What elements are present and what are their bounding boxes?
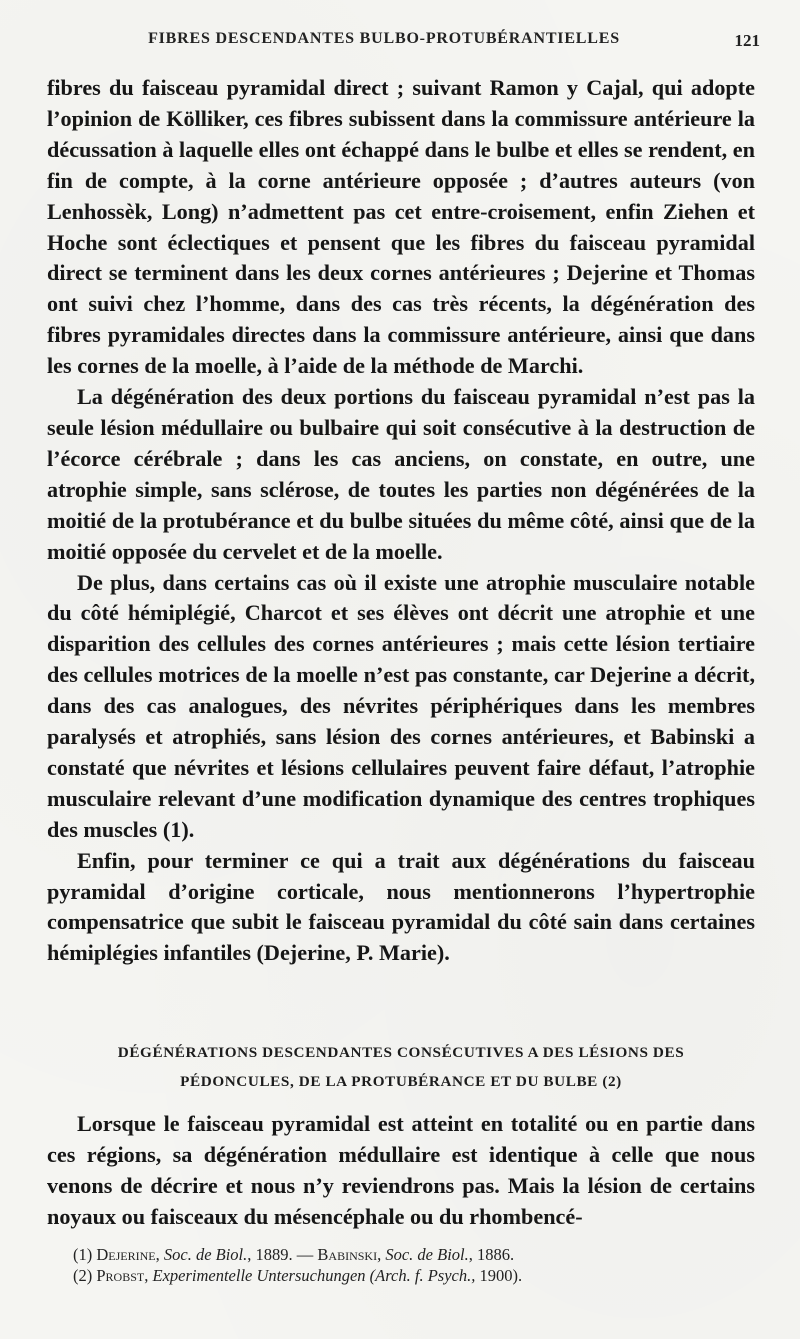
footnote-author: Probst <box>96 1266 145 1285</box>
footnote-marker: (2) <box>73 1266 93 1285</box>
footnote-author: Babinski <box>317 1245 378 1264</box>
footnote-author: Dejerine <box>96 1245 156 1264</box>
paragraph-4: Enfin, pour terminer ce qui a trait aux dégénérations du faisceau pyramidal d’origine corticale, nous mentionnerons l’hypertrophie compensatrice que subit le faisceau pyramidal du côté sain dans certaines hémiplégies infantiles (Dejerine, P. Marie). <box>47 847 755 966</box>
footnote-year: 1889. <box>255 1245 293 1264</box>
footnote-journal: Soc. de Biol. <box>163 1245 248 1264</box>
footnote-year: 1900). <box>479 1266 523 1285</box>
section-heading-line-2: PÉDONCULES, DE LA PROTUBÉRANCE ET DU BULBE (2) <box>180 1073 622 1090</box>
paragraph-3: De plus, dans certains cas où il existe une atrophie musculaire notable du côté hémiplégié, Charcot et ses élèves ont décrit une atrophie et une disparition des cellules des cornes antérieures ; mais cette lésion tertiaire des cellules motrices de la moelle n’est pas constante, car Dejerine a décrit, dans des cas analogues, des névrites périphériques dans les membres paralysés et atrophiés, sans lésion des cornes antérieures, et Babinski a constaté que névrites et lésions cellulaires peuvent faire défaut, l’atrophie musculaire relevant d’une modification dynamique des centres trophiques des muscles (1). <box>47 569 755 842</box>
running-head <box>48 30 760 58</box>
footnote-journal: Soc. de Biol. <box>385 1245 469 1264</box>
footnote-separator: — <box>296 1245 314 1264</box>
footnote-marker: (1) <box>73 1245 93 1264</box>
page-number: 121 <box>734 31 760 50</box>
body-text <box>47 73 755 969</box>
section-text <box>47 1108 755 1232</box>
footnote-2: (2) Probst, Experimentelle Untersuchungen (Arch. f. Psych., 1900). <box>73 1266 523 1285</box>
section-heading-line-1: DÉGÉNÉRATIONS DESCENDANTES CONSÉCUTIVES A DES LÉSIONS DES <box>117 1044 685 1061</box>
footnote-title: Experimentelle Untersuchungen <box>152 1266 366 1285</box>
section-paragraph: Lorsque le faisceau pyramidal est atteint en totalité ou en partie dans ces régions, sa dégénération médullaire est identique à celle que nous venons de décrire et nous n’y reviendrons pas. Mais la lésion de certains noyaux ou faisceaux du mésencéphale ou du rhombencé- <box>47 1111 755 1229</box>
footnote-source: (Arch. f. Psych., <box>369 1266 476 1285</box>
paragraph-2: La dégénération des deux portions du faisceau pyramidal n’est pas la seule lésion médullaire ou bulbaire qui soit consécutive à la destruction de l’écorce cérébrale ; dans les cas anciens, on constate, en outre, une atrophie simple, sans sclérose, de toutes les parties non dégénérées de la moitié de la protubérance et du bulbe situées du même côté, ainsi que de la moitié opposée du cervelet et de la moelle. <box>47 384 755 564</box>
footnote-year: 1886. <box>477 1245 515 1264</box>
paragraph-1: fibres du faisceau pyramidal direct ; suivant Ramon y Cajal, qui adopte l’opinion de Kölliker, ces fibres subissent dans la commissure antérieure la décussation à laquelle elles ont échappé dans le bulbe et elles se rendent, en fin de compte, à la corne antérieure opposée ; d’autres auteurs (von Lenhossèk, Long) n’admettent pas cet entre-croisement, enfin Ziehen et Hoche sont éclectiques et pensent que les fibres du faisceau pyramidal direct se terminent dans les deux cornes antérieures ; Dejerine et Thomas ont suivi chez l’homme, dans des cas très récents, la dégénération des fibres pyramidales directes dans la commissure antérieure, ainsi que dans les cornes de la moelle, à l’aide de la méthode de Marchi. <box>47 75 755 379</box>
section-heading <box>47 1038 755 1096</box>
footnotes <box>73 1244 713 1286</box>
footnote-1: (1) Dejerine, Soc. de Biol., 1889. — Babinski, Soc. de Biol., 1886. <box>73 1245 515 1264</box>
running-title: FIBRES DESCENDANTES BULBO-PROTUBÉRANTIELLES <box>148 30 620 47</box>
